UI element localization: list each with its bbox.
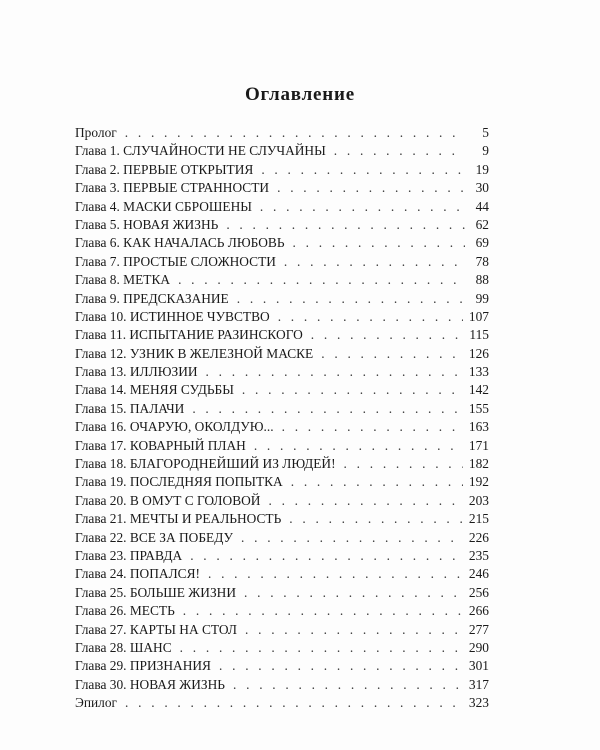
toc-entry-page-number: 171 (468, 437, 489, 453)
toc-entry-title: Глава 28. ШАНС (75, 639, 172, 655)
toc-entry (75, 216, 489, 234)
toc-entry (75, 418, 489, 436)
toc-entry-title: Глава 5. НОВАЯ ЖИЗНЬ (75, 216, 219, 232)
toc-entry-title: Глава 18. БЛАГОРОДНЕЙШИЙ ИЗ ЛЮДЕЙ! (75, 456, 336, 472)
toc-entry-page-number: 115 (469, 327, 489, 343)
toc-entry-page-number: 88 (475, 272, 489, 288)
toc-entry-title: Глава 16. ОЧАРУЮ, ОКОЛДУЮ... (75, 419, 274, 435)
toc-entry-page-number: 226 (468, 529, 489, 545)
toc-entry-title: Глава 24. ПОПАЛСЯ! (75, 566, 200, 582)
toc-entry (75, 694, 489, 712)
toc-entry-page-number: 133 (468, 364, 489, 380)
toc-dot-leader (208, 565, 463, 583)
toc-entry-title: Глава 14. МЕНЯЯ СУДЬБЫ (75, 382, 234, 398)
toc-entry (75, 179, 489, 197)
toc-entry-page-number: 19 (475, 161, 489, 177)
toc-dot-leader (244, 584, 463, 602)
toc-entry (75, 290, 489, 308)
toc-entry (75, 657, 489, 675)
toc-dot-leader (125, 124, 465, 142)
toc-dot-leader (334, 142, 465, 160)
toc-entry (75, 142, 489, 160)
toc-dot-leader (241, 529, 463, 547)
toc-entry-title: Глава 20. В ОМУТ С ГОЛОВОЙ (75, 492, 261, 508)
toc-dot-leader (219, 657, 463, 675)
toc-entry-title: Глава 22. ВСЕ ЗА ПОБЕДУ (75, 529, 233, 545)
toc-entry-page-number: 78 (475, 253, 489, 269)
toc-entry-page-number: 256 (468, 584, 489, 600)
toc-entry-title: Глава 27. КАРТЫ НА СТОЛ (75, 621, 238, 637)
toc-entry-title: Глава 26. МЕСТЬ (75, 603, 175, 619)
toc-entry-page-number: 30 (475, 180, 489, 196)
toc-entry-page-number: 44 (475, 198, 489, 214)
toc-dot-leader (254, 437, 463, 455)
toc-entry-title: Глава 7. ПРОСТЫЕ СЛОЖНОСТИ (75, 253, 276, 269)
toc-entry-page-number: 215 (468, 511, 489, 527)
toc-entry-page-number: 301 (468, 658, 489, 674)
toc-dot-leader (268, 492, 462, 510)
toc-entry-title: Глава 8. МЕТКА (75, 272, 171, 288)
toc-dot-leader (183, 602, 463, 620)
toc-entry (75, 584, 489, 602)
toc-dot-leader (282, 418, 463, 436)
toc-dot-leader (245, 621, 463, 639)
toc-entry-title: Глава 13. ИЛЛЮЗИИ (75, 364, 198, 380)
toc-entry-page-number: 317 (468, 676, 489, 692)
toc-entry-page-number: 192 (468, 474, 489, 490)
toc-entry-title: Глава 25. БОЛЬШЕ ЖИЗНИ (75, 584, 237, 600)
toc-entry-page-number: 69 (475, 235, 489, 251)
toc-entry-title: Глава 19. ПОСЛЕДНЯЯ ПОПЫТКА (75, 474, 283, 490)
toc-entry-page-number: 323 (468, 695, 489, 711)
toc-dot-leader (284, 253, 465, 271)
toc-entry-title: Глава 10. ИСТИННОЕ ЧУВСТВО (75, 308, 270, 324)
toc-entry-title: Глава 23. ПРАВДА (75, 547, 183, 563)
toc-entry-title: Глава 3. ПЕРВЫЕ СТРАННОСТИ (75, 180, 270, 196)
toc-entry-page-number: 290 (468, 639, 489, 655)
toc-entry (75, 381, 489, 399)
toc-entry (75, 198, 489, 216)
toc-entry (75, 124, 489, 142)
toc-entry (75, 639, 489, 657)
toc-entry-page-number: 277 (468, 621, 489, 637)
toc-entry (75, 676, 489, 694)
toc-entry (75, 547, 489, 565)
toc-dot-leader (190, 547, 463, 565)
toc-entry-title: Глава 9. ПРЕДСКАЗАНИЕ (75, 290, 229, 306)
toc-entry-title: Глава 12. УЗНИК В ЖЕЛЕЗНОЙ МАСКЕ (75, 345, 314, 361)
toc-entry (75, 473, 489, 491)
toc-dot-leader (226, 216, 465, 234)
toc-dot-leader (277, 179, 465, 197)
toc-entry (75, 565, 489, 583)
toc-entry (75, 400, 489, 418)
toc-dot-leader (178, 271, 465, 289)
toc-dot-leader (289, 510, 463, 528)
toc-entry-page-number: 266 (468, 603, 489, 619)
toc-entry (75, 161, 489, 179)
toc-entry-page-number: 203 (468, 492, 489, 508)
toc-entry-page-number: 99 (475, 290, 489, 306)
toc-entry-page-number: 126 (468, 345, 489, 361)
toc-entry-page-number: 182 (468, 456, 489, 472)
toc-entry-page-number: 62 (475, 216, 489, 232)
toc-entry (75, 253, 489, 271)
toc-entry-title: Глава 30. НОВАЯ ЖИЗНЬ (75, 676, 225, 692)
toc-entry-page-number: 142 (468, 382, 489, 398)
toc-entry-page-number: 246 (468, 566, 489, 582)
toc-entry (75, 234, 489, 252)
toc-entry-title: Глава 11. ИСПЫТАНИЕ РАЗИНСКОГО (75, 327, 303, 343)
toc-dot-leader (237, 290, 465, 308)
toc-dot-leader (311, 326, 464, 344)
toc-entry (75, 437, 489, 455)
toc-dot-leader (321, 345, 463, 363)
toc-dot-leader (242, 381, 463, 399)
toc-entry-page-number: 235 (468, 547, 489, 563)
toc-dot-leader (206, 363, 463, 381)
toc-dot-leader (291, 473, 463, 491)
toc-dot-leader (180, 639, 463, 657)
toc-entry-page-number: 163 (468, 419, 489, 435)
table-of-contents (75, 124, 489, 713)
toc-entry (75, 510, 489, 528)
toc-entry-page-number: 107 (468, 308, 489, 324)
toc-entry-page-number: 155 (468, 400, 489, 416)
toc-entry (75, 492, 489, 510)
page-title: Оглавление (244, 84, 356, 105)
toc-dot-leader (260, 198, 465, 216)
toc-entry-title: Глава 15. ПАЛАЧИ (75, 400, 185, 416)
toc-entry (75, 271, 489, 289)
toc-entry-title: Пролог (75, 125, 117, 140)
toc-entry (75, 326, 489, 344)
toc-dot-leader (344, 455, 463, 473)
toc-entry-page-number: 5 (482, 125, 489, 140)
toc-dot-leader (192, 400, 463, 418)
toc-entry (75, 308, 489, 326)
toc-entry-title: Глава 4. МАСКИ СБРОШЕНЫ (75, 198, 252, 214)
toc-entry-title: Глава 29. ПРИЗНАНИЯ (75, 658, 211, 674)
toc-dot-leader (261, 161, 465, 179)
toc-entry (75, 529, 489, 547)
toc-entry (75, 455, 489, 473)
toc-dot-leader (278, 308, 463, 326)
toc-entry-title: Глава 2. ПЕРВЫЕ ОТКРЫТИЯ (75, 161, 254, 177)
toc-entry-title: Глава 21. МЕЧТЫ И РЕАЛЬНОСТЬ (75, 511, 282, 527)
toc-entry (75, 602, 489, 620)
toc-entry-page-number: 9 (482, 143, 489, 159)
toc-entry-title: Эпилог (75, 695, 118, 711)
toc-entry-title: Глава 17. КОВАРНЫЙ ПЛАН (75, 437, 246, 453)
toc-dot-leader (233, 676, 463, 694)
toc-dot-leader (125, 694, 463, 712)
toc-dot-leader (293, 234, 465, 252)
toc-entry (75, 345, 489, 363)
toc-entry (75, 621, 489, 639)
toc-entry (75, 363, 489, 381)
toc-entry-title: Глава 1. СЛУЧАЙНОСТИ НЕ СЛУЧАЙНЫ (75, 143, 326, 159)
toc-entry-title: Глава 6. КАК НАЧАЛАСЬ ЛЮБОВЬ (75, 235, 285, 251)
